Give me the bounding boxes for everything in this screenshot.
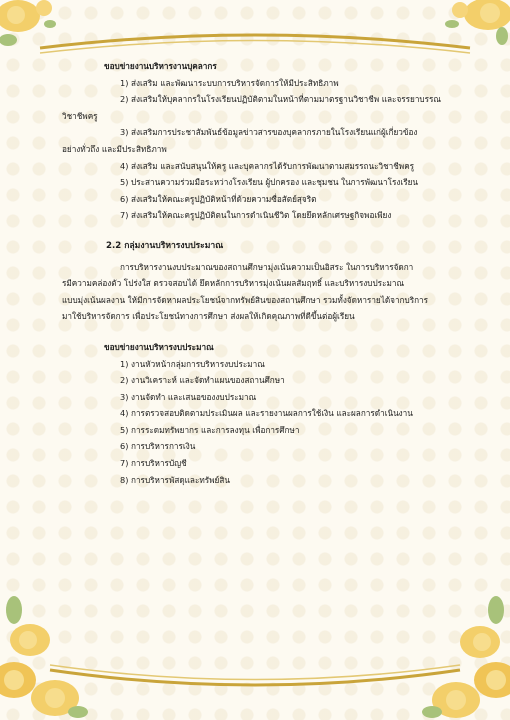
- paragraph-line: รมีความคล่องตัว โปร่งใส ตรวจสอบได้ ยึดหลักการบริหารมุ่งเน้นผลสัมฤทธิ์ และบริหารงบประมาณ: [62, 278, 405, 289]
- section-title: 2.2 กลุ่มงานบริหารงบประมาณ: [106, 240, 224, 251]
- list-item: 6) ส่งเสริมให้คณะครูปฏิบัติหน้าที่ด้วยความซื่อสัตย์สุจริต: [120, 193, 317, 204]
- list-item: 5) ประสานความร่วมมือระหว่างโรงเรียน ผู้ปกครอง และชุมชน ในการพัฒนาโรงเรียน: [120, 177, 419, 188]
- document-body: [62, 58, 464, 488]
- list-item: 7) ส่งเสริมให้คณะครูปฏิบัติตนในการดำเนินชีวิต โดยยึดหลักเศรษฐกิจพอเพียง: [120, 210, 392, 221]
- list-item: 1) ส่งเสริม และพัฒนาระบบการบริหารจัดการให้มีประสิทธิภาพ: [120, 77, 339, 88]
- list-item: 7) การบริหารบัญชี: [120, 458, 187, 469]
- top-left-flower-icon: [0, 0, 70, 60]
- list-item: 8) การบริหารพัสดุและทรัพย์สิน: [120, 474, 230, 485]
- list-item-continuation: อย่างทั่วถึง และมีประสิทธิภาพ: [62, 143, 167, 154]
- paragraph-line: มาใช้บริหารจัดการ เพื่อประโยชน์ทางการศึกษา ส่งผลให้เกิดคุณภาพที่ดีขึ้นต่อผู้เรียน: [62, 311, 355, 322]
- list-item: 6) การบริหารการเงิน: [120, 441, 196, 452]
- list-item: 4) การตรวจสอบติดตามประเมินผล และรายงานผลการใช้เงิน และผลการดำเนินงาน: [120, 408, 413, 419]
- section-heading: ขอบข่ายงานบริหารงบประมาณ: [104, 341, 214, 352]
- list-item: 2) ส่งเสริมให้บุคลากรในโรงเรียนปฏิบัติตามในหน้าที่ตามมาตรฐานวิชาชีพ และจรรยาบรรณ: [120, 94, 442, 105]
- list-item: 1) งานหัวหน้ากลุ่มการบริหารงบประมาณ: [120, 358, 265, 369]
- list-item: 2) งานวิเคราะห์ และจัดทำแผนของสถานศึกษา: [120, 375, 285, 386]
- bottom-right-flower-icon: [420, 570, 510, 720]
- list-item: 4) ส่งเสริม และสนับสนุนให้ครู และบุคลากรได้รับการพัฒนาตามสมรรถนะวิชาชีพครู: [120, 160, 415, 171]
- paragraph-line: แบบมุ่งเน้นผลงาน ให้มีการจัดหาผลประโยชน์จากทรัพย์สินของสถานศึกษา รวมทั้งจัดหารายได้จากบริการ: [62, 294, 429, 305]
- list-item: 5) การระดมทรัพยากร และการลงทุน เพื่อการศึกษา: [120, 424, 300, 435]
- list-item-continuation: วิชาชีพครู: [62, 110, 98, 121]
- paragraph-line: การบริหารงานงบประมาณของสถานศึกษามุ่งเน้นความเป็นอิสระ ในการบริหารจัดกา: [120, 261, 414, 272]
- section-heading: ขอบข่ายงานบริหารงานบุคลากร: [104, 61, 217, 71]
- list-item: 3) ส่งเสริมการประชาสัมพันธ์ข้อมูลข่าวสารของบุคลากรภายในโรงเรียนแก่ผู้เกี่ยวข้อง: [120, 127, 418, 138]
- top-right-flower-icon: [430, 0, 510, 60]
- list-item: 3) งานจัดทำ และเสนอของงบประมาณ: [120, 391, 257, 402]
- bottom-left-flower-icon: [0, 570, 90, 720]
